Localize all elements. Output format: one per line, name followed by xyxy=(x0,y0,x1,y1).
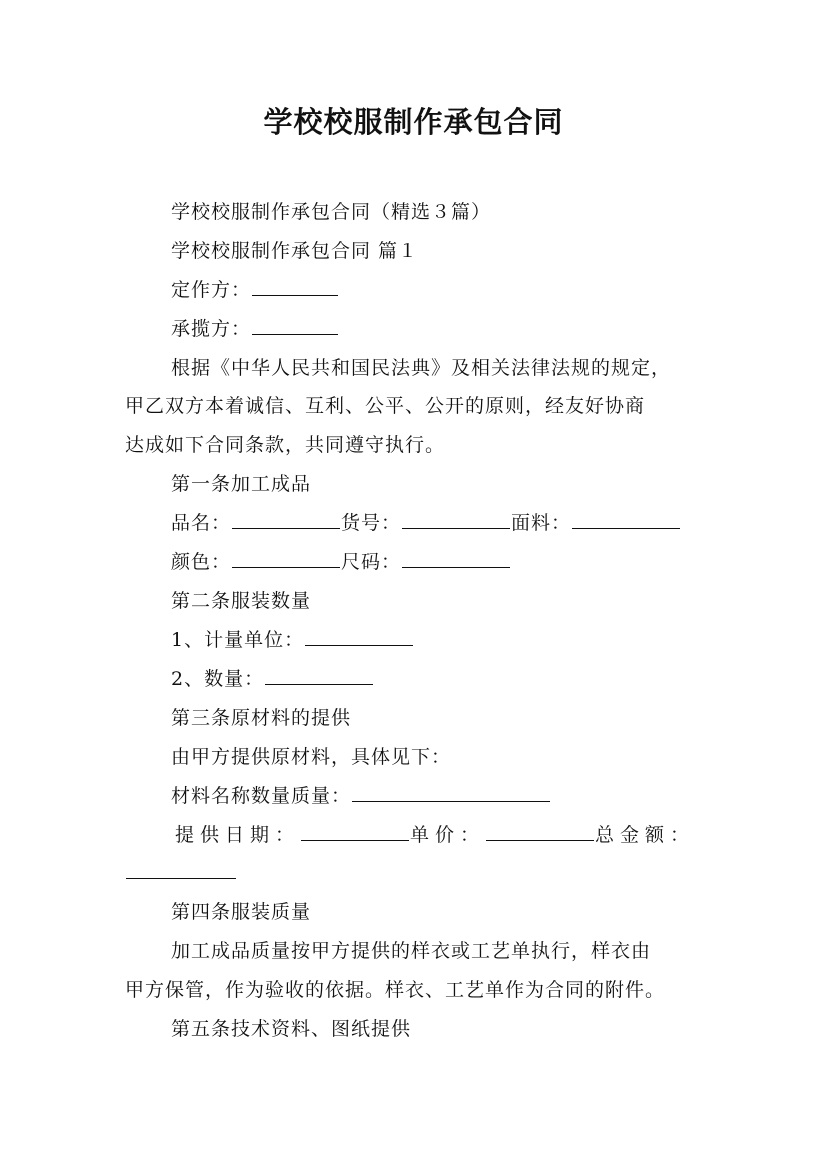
item-no-blank xyxy=(402,510,510,529)
price-label: 单价： xyxy=(410,824,486,846)
article-heading: 学校校服制作承包合同 篇１ xyxy=(171,240,419,262)
material-label: 材料名称数量质量： xyxy=(171,785,352,807)
color-size-line xyxy=(125,549,751,575)
section2-heading: 第二条服装数量 xyxy=(171,590,312,612)
section3-heading: 第三条原材料的提供 xyxy=(171,707,352,729)
price-blank xyxy=(486,822,594,841)
total-blank xyxy=(126,860,236,879)
material-line xyxy=(125,783,751,809)
product-name-label: 品名： xyxy=(171,512,232,534)
size-blank xyxy=(402,549,510,568)
intro-line-2: 甲乙双方本着诚信、互利、公平、公开的原则，经友好协商 xyxy=(125,395,646,417)
quantity-blank xyxy=(265,666,373,685)
unit-label: 1、计量单位： xyxy=(171,629,305,651)
total-label: 总金额： xyxy=(595,824,696,846)
color-blank xyxy=(232,549,340,568)
section4-line-1: 加工成品质量按甲方提供的样衣或工艺单执行，样衣由 xyxy=(171,940,652,962)
date-price-line xyxy=(125,822,755,848)
color-label: 颜色： xyxy=(171,551,232,573)
intro-line-1: 根据《中华人民共和国民法典》及相关法律法规的规定， xyxy=(171,357,672,379)
section4-heading: 第四条服装质量 xyxy=(171,901,312,923)
section1-heading: 第一条加工成品 xyxy=(171,473,312,495)
party-b-line xyxy=(125,316,751,342)
subtitle: 学校校服制作承包合同（精选３篇） xyxy=(171,201,492,223)
date-label: 提供日期： xyxy=(175,824,301,846)
total-blank-line xyxy=(125,860,705,886)
unit-blank xyxy=(305,627,413,646)
section5-heading: 第五条技术资料、图纸提供 xyxy=(171,1018,412,1040)
document-title: 学校校服制作承包合同 xyxy=(263,105,564,139)
party-b-label: 承揽方： xyxy=(171,318,252,340)
product-line xyxy=(125,510,751,536)
fabric-blank xyxy=(572,510,680,529)
party-a-blank xyxy=(252,277,338,296)
quantity-label: 2、数量： xyxy=(171,668,265,690)
product-name-blank xyxy=(232,510,340,529)
provision-text: 由甲方提供原材料，具体见下： xyxy=(171,746,452,768)
date-blank xyxy=(301,822,409,841)
section4-line-2: 甲方保管，作为验收的依据。样衣、工艺单作为合同的附件。 xyxy=(125,979,666,1001)
party-b-blank xyxy=(252,316,338,335)
size-label: 尺码： xyxy=(341,551,402,573)
intro-line-3: 达成如下合同条款，共同遵守执行。 xyxy=(125,434,446,456)
party-a-line xyxy=(125,277,751,303)
unit-line xyxy=(125,627,751,653)
fabric-label: 面料： xyxy=(511,512,572,534)
party-a-label: 定作方： xyxy=(171,279,252,301)
quantity-line xyxy=(125,666,751,692)
material-blank xyxy=(352,783,550,802)
item-no-label: 货号： xyxy=(341,512,402,534)
